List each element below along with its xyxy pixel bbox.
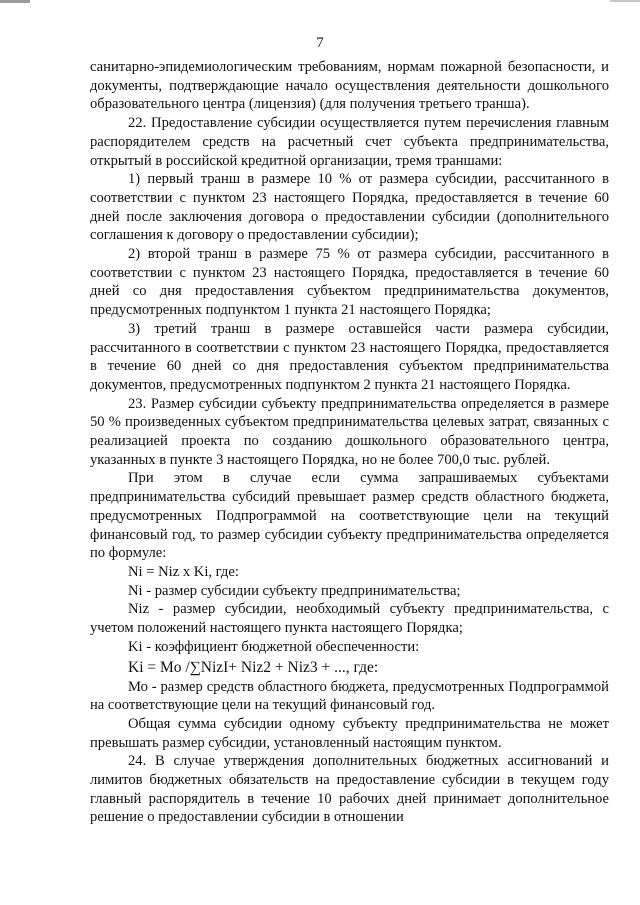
paragraph: санитарно-эпидемиологическим требованиям, нормам пожарной безопасности, и документы, подтверждающие начало осуществления деятельности дошкольного образовательного центра (лицензия) (для получения третьего транша). <box>90 59 609 113</box>
formula-ki-definition: Ki - коэффициент бюджетной обеспеченности: <box>128 638 420 655</box>
formula-mo-definition: Мо - размер средств областного бюджета, предусмотренных Подпрограммой на соответствующие цели на текущий финансовый год. <box>90 678 609 714</box>
document-body <box>90 58 609 827</box>
formula-ki: Ki = Mo /∑NizI+ Niz2 + Niz3 + ..., где: <box>128 658 379 676</box>
formula-niz-definition: Niz - размер субсидии, необходимый субъекту предпринимательства, с учетом положений настоящего пункта настоящего Порядка; <box>90 601 609 637</box>
paragraph-24: 24. В случае утверждения дополнительных бюджетных ассигнований и лимитов бюджетных обязательств на предоставление субсидии в текущем году главный распорядитель в течение 10 рабочих дней принимает дополнительное решение о предоставлении субсидии в отношении <box>90 753 609 826</box>
list-item-tranche-1: 1) первый транш в размере 10 % от размера субсидии, рассчитанного в соответствии с пунктом 23 настоящего Порядка, предоставляется в течение 60 дней после заключения договора о предоставлении субсидии (дополнительного соглашения к договору о предоставлении субсидии); <box>90 171 609 244</box>
paragraph-formula-intro: При этом в случае если сумма запрашиваемых субъектами предпринимательства субсидий превышает размер средств областного бюджета, предусмотренных Подпрограммой на соответствующие цели на текущий финансовый год, то размер субсидии субъекту предпринимательства определяется по формуле: <box>90 470 609 562</box>
paragraph-23: 23. Размер субсидии субъекту предпринимательства определяется в размере 50 % произведенных субъектом предпринимательства целевых затрат, связанных с реализацией проекта по созданию дошкольного образовательного центра, указанных в пункте 3 настоящего Порядка, но не более 700,0 тыс. рублей. <box>90 395 609 468</box>
scan-edge-mark <box>610 0 640 2</box>
paragraph-22: 22. Предоставление субсидии осуществляется путем перечисления главным распорядителем средств на расчетный счет субъекта предпринимательства, открытый в российской кредитной организации, тремя траншами: <box>90 115 609 169</box>
scan-edge-mark <box>0 0 30 3</box>
formula-main: Ni = Niz x Ki, где: <box>128 563 239 580</box>
list-item-tranche-3: 3) третий транш в размере оставшейся части размера субсидии, рассчитанного в соответствии с пунктом 23 настоящего Порядка, предоставляется в течение 60 дней со дня предоставления субъектом предпринимательства документов, предусмотренных подпунктом 2 пункта 21 настоящего Порядка. <box>90 320 609 393</box>
formula-ni-definition: Ni - размер субсидии субъекту предпринимательства; <box>128 582 461 599</box>
paragraph-total-limit: Общая сумма субсидии одному субъекту предпринимательства не может превышать размер субсидии, установленный настоящим пунктом. <box>90 715 609 751</box>
page-number: 7 <box>316 35 324 51</box>
list-item-tranche-2: 2) второй транш в размере 75 % от размера субсидии, рассчитанного в соответствии с пунктом 23 настоящего Порядка, предоставляется в течение 60 дней со дня предоставления субъектом предпринимательства документов, предусмотренных подпунктом 1 пункта 21 настоящего Порядка; <box>90 246 609 319</box>
